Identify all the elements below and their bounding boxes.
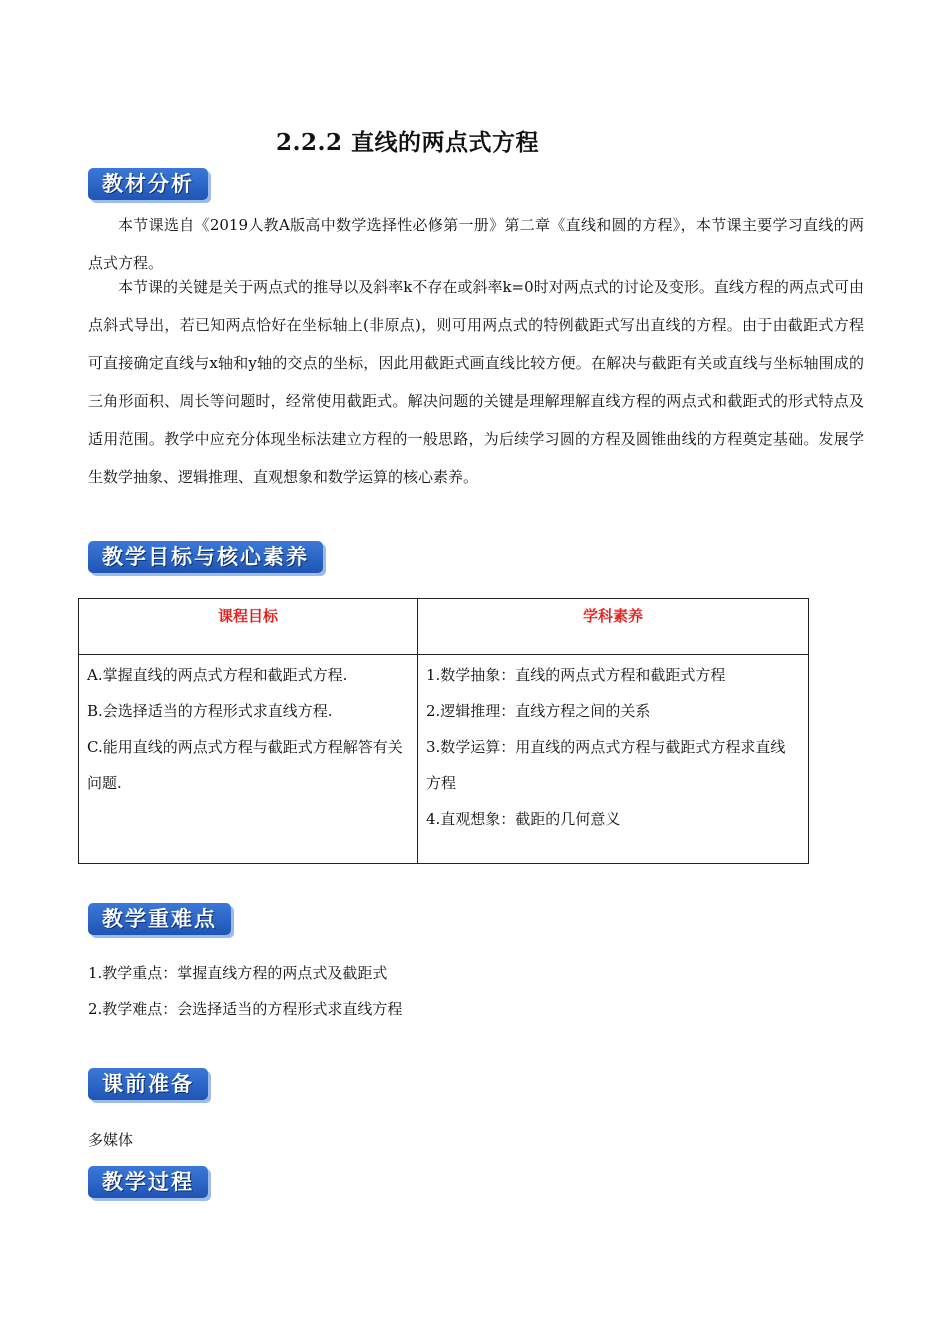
table-header-row: [79, 599, 809, 655]
key-point-item: 1.教学重点：掌握直线方程的两点式及截距式: [88, 964, 388, 982]
section-badge-process: 教学过程: [88, 1166, 208, 1198]
objectives-table: [78, 598, 809, 864]
literacy-item: 3.数学运算：用直线的两点式方程与截距式方程求直线方程: [426, 738, 786, 792]
section-badge-analysis: 教材分析: [88, 168, 208, 200]
literacy-item: 2.逻辑推理：直线方程之间的关系: [426, 702, 651, 720]
literacy-item: 1.数学抽象：直线的两点式方程和截距式方程: [426, 666, 726, 684]
section-badge-key-points: 教学重难点: [88, 903, 231, 935]
preparation-text: 多媒体: [88, 1131, 134, 1149]
literacy-item: 4.直观想象：截距的几何意义: [426, 810, 621, 828]
page-title: 2.2.2 直线的两点式方程: [275, 129, 540, 156]
header-course-goals: 课程目标: [79, 599, 418, 655]
goal-item: C.能用直线的两点式方程与截距式方程解答有关问题.: [87, 738, 403, 792]
literacy-cell: [418, 655, 809, 864]
key-point-item: 2.教学难点：会选择适当的方程形式求直线方程: [88, 1000, 403, 1018]
goal-item: B.会选择适当的方程形式求直线方程.: [87, 702, 333, 720]
header-subject-literacy: 学科素养: [418, 599, 809, 655]
goal-item: A.掌握直线的两点式方程和截距式方程.: [87, 666, 348, 684]
section-badge-preparation: 课前准备: [88, 1068, 208, 1100]
analysis-paragraph-1: 本节课选自《2019人教A版高中数学选择性必修第一册》第二章《直线和圆的方程》，本节课主要学习直线的两点式方程。: [88, 216, 864, 272]
section-badge-objectives: 教学目标与核心素养: [88, 541, 323, 573]
table-row: [79, 655, 809, 864]
analysis-paragraph-2: 本节课的关键是关于两点式的推导以及斜率k不存在或斜率k=0时对两点式的讨论及变形。直线方程的两点式可由点斜式导出，若已知两点恰好在坐标轴上(非原点)，则可用两点式的特例截距式写出直线的方程。由于由截距式方程可直接确定直线与x轴和y轴的交点的坐标，因此用截距式画直线比较方便。在解决与截距有关或直线与坐标轴围成的三角形面积、周长等问题时，经常使用截距式。解决问题的关键是理解理解直线方程的两点式和截距式的形式特点及适用范围。教学中应充分体现坐标法建立方程的一般思路，为后续学习圆的方程及圆锥曲线的方程奠定基础。发展学生数学抽象、逻辑推理、直观想象和数学运算的核心素养。: [88, 278, 864, 486]
goals-cell: [79, 655, 418, 864]
